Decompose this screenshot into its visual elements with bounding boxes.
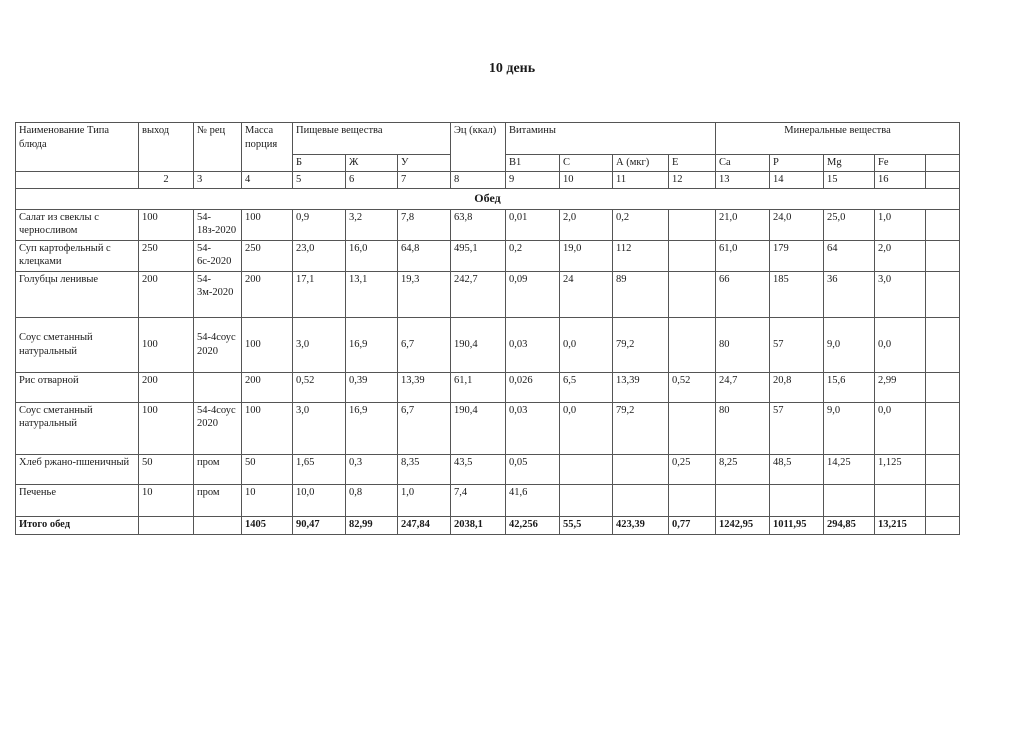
dish-energy: 61,1 — [451, 372, 506, 402]
dish-ca: 80 — [716, 402, 770, 454]
table-row — [16, 317, 960, 372]
page-title: 10 день — [488, 61, 536, 76]
dish-output: 200 — [139, 271, 194, 317]
dish-p: 20,8 — [770, 372, 824, 402]
empty-cell — [926, 484, 960, 516]
dish-mass: 50 — [242, 454, 293, 484]
header-fe: Fe — [875, 155, 926, 172]
dish-b1: 0,01 — [506, 209, 560, 240]
dish-fat: 3,2 — [346, 209, 398, 240]
dish-output: 100 — [139, 209, 194, 240]
dish-protein: 23,0 — [293, 240, 346, 271]
column-numbers-row — [16, 172, 960, 189]
dish-p: 57 — [770, 317, 824, 372]
dish-e — [669, 317, 716, 372]
dish-fe: 2,99 — [875, 372, 926, 402]
total-mg: 294,85 — [824, 516, 875, 534]
dish-name: Салат из свеклы с черносливом — [16, 209, 139, 240]
header-mg: Mg — [824, 155, 875, 172]
dish-energy: 43,5 — [451, 454, 506, 484]
dish-name: Хлеб ржано-пшеничный — [16, 454, 139, 484]
dish-c: 24 — [560, 271, 613, 317]
table-row — [16, 402, 960, 454]
dish-carbs: 6,7 — [398, 317, 451, 372]
dish-ca: 8,25 — [716, 454, 770, 484]
empty-cell — [139, 516, 194, 534]
table-row — [16, 240, 960, 271]
dish-a — [613, 454, 669, 484]
dish-ca: 80 — [716, 317, 770, 372]
dish-b1: 0,03 — [506, 317, 560, 372]
dish-recipe — [194, 372, 242, 402]
dish-fe: 1,125 — [875, 454, 926, 484]
dish-fe: 1,0 — [875, 209, 926, 240]
dish-p — [770, 484, 824, 516]
dish-a: 79,2 — [613, 317, 669, 372]
dish-e — [669, 484, 716, 516]
col-number: 13 — [716, 172, 770, 189]
dish-name: Соус сметанный натуральный — [16, 402, 139, 454]
dish-c: 2,0 — [560, 209, 613, 240]
dish-fe — [875, 484, 926, 516]
dish-a: 112 — [613, 240, 669, 271]
col-number: 3 — [194, 172, 242, 189]
dish-e: 0,52 — [669, 372, 716, 402]
dish-energy: 190,4 — [451, 402, 506, 454]
dish-fat: 0,39 — [346, 372, 398, 402]
dish-fat: 16,9 — [346, 402, 398, 454]
dish-mg: 9,0 — [824, 317, 875, 372]
dish-b1: 0,05 — [506, 454, 560, 484]
header-energy: Эц (ккал) — [451, 123, 506, 172]
dish-a — [613, 484, 669, 516]
dish-c: 0,0 — [560, 402, 613, 454]
dish-fat: 16,0 — [346, 240, 398, 271]
empty-cell — [194, 516, 242, 534]
dish-c — [560, 454, 613, 484]
dish-b1: 0,09 — [506, 271, 560, 317]
dish-mg: 64 — [824, 240, 875, 271]
dish-ca: 66 — [716, 271, 770, 317]
dish-mass: 100 — [242, 317, 293, 372]
total-fat: 82,99 — [346, 516, 398, 534]
dish-e — [669, 402, 716, 454]
total-ca: 1242,95 — [716, 516, 770, 534]
header-e: Е — [669, 155, 716, 172]
total-b1: 42,256 — [506, 516, 560, 534]
dish-mass: 10 — [242, 484, 293, 516]
dish-b1: 41,6 — [506, 484, 560, 516]
dish-b1: 0,026 — [506, 372, 560, 402]
table-row — [16, 454, 960, 484]
table-row — [16, 484, 960, 516]
dish-p: 57 — [770, 402, 824, 454]
dish-fat: 16,9 — [346, 317, 398, 372]
dish-carbs: 1,0 — [398, 484, 451, 516]
dish-a: 0,2 — [613, 209, 669, 240]
dish-protein: 17,1 — [293, 271, 346, 317]
total-energy: 2038,1 — [451, 516, 506, 534]
empty-cell — [926, 240, 960, 271]
dish-protein: 10,0 — [293, 484, 346, 516]
dish-p: 48,5 — [770, 454, 824, 484]
dish-mg: 9,0 — [824, 402, 875, 454]
dish-p: 179 — [770, 240, 824, 271]
header-mass: Масса порция — [242, 123, 293, 172]
dish-name: Голубцы ленивые — [16, 271, 139, 317]
header-b1: В1 — [506, 155, 560, 172]
total-e: 0,77 — [669, 516, 716, 534]
dish-mass: 200 — [242, 271, 293, 317]
dish-carbs: 6,7 — [398, 402, 451, 454]
empty-cell — [926, 155, 960, 172]
dish-output: 250 — [139, 240, 194, 271]
section-title: Обед — [16, 188, 960, 209]
dish-c: 6,5 — [560, 372, 613, 402]
dish-carbs: 19,3 — [398, 271, 451, 317]
col-number: 10 — [560, 172, 613, 189]
empty-cell — [926, 172, 960, 189]
header-minerals: Минеральные вещества — [716, 123, 960, 155]
dish-name: Суп картофельный с клецками — [16, 240, 139, 271]
dish-fat: 13,1 — [346, 271, 398, 317]
dish-output: 100 — [139, 317, 194, 372]
header-recipe: № рец — [194, 123, 242, 172]
dish-output: 10 — [139, 484, 194, 516]
col-number: 9 — [506, 172, 560, 189]
dish-mg — [824, 484, 875, 516]
dish-e: 0,25 — [669, 454, 716, 484]
col-number: 4 — [242, 172, 293, 189]
header-p: Р — [770, 155, 824, 172]
header-fat: Ж — [346, 155, 398, 172]
header-ca: Са — [716, 155, 770, 172]
dish-energy: 242,7 — [451, 271, 506, 317]
col-number: 8 — [451, 172, 506, 189]
total-mass: 1405 — [242, 516, 293, 534]
section-row — [16, 188, 960, 209]
dish-ca — [716, 484, 770, 516]
dish-protein: 0,52 — [293, 372, 346, 402]
dish-fe: 0,0 — [875, 402, 926, 454]
dish-mass: 200 — [242, 372, 293, 402]
dish-ca: 24,7 — [716, 372, 770, 402]
empty-cell — [926, 317, 960, 372]
dish-protein: 3,0 — [293, 317, 346, 372]
total-carbs: 247,84 — [398, 516, 451, 534]
col-number: 2 — [139, 172, 194, 189]
header-output: выход — [139, 123, 194, 172]
total-c: 55,5 — [560, 516, 613, 534]
dish-mg: 25,0 — [824, 209, 875, 240]
dish-recipe: 54-6с-2020 — [194, 240, 242, 271]
col-number: 7 — [398, 172, 451, 189]
table-row — [16, 271, 960, 317]
dish-ca: 21,0 — [716, 209, 770, 240]
table-row — [16, 372, 960, 402]
dish-name: Соус сметанный натуральный — [16, 317, 139, 372]
dish-energy: 63,8 — [451, 209, 506, 240]
empty-cell — [926, 209, 960, 240]
dish-energy: 190,4 — [451, 317, 506, 372]
empty-cell — [926, 271, 960, 317]
dish-protein: 1,65 — [293, 454, 346, 484]
dish-c: 0,0 — [560, 317, 613, 372]
dish-energy: 7,4 — [451, 484, 506, 516]
dish-recipe: пром — [194, 454, 242, 484]
dish-e — [669, 209, 716, 240]
dish-c: 19,0 — [560, 240, 613, 271]
dish-fat: 0,8 — [346, 484, 398, 516]
dish-name: Печенье — [16, 484, 139, 516]
dish-mass: 100 — [242, 402, 293, 454]
dish-fe: 0,0 — [875, 317, 926, 372]
header-a: А (мкг) — [613, 155, 669, 172]
col-number: 12 — [669, 172, 716, 189]
dish-a: 13,39 — [613, 372, 669, 402]
dish-mg: 15,6 — [824, 372, 875, 402]
dish-recipe: 54-18з-2020 — [194, 209, 242, 240]
total-row — [16, 516, 960, 534]
col-number: 14 — [770, 172, 824, 189]
dish-protein: 3,0 — [293, 402, 346, 454]
dish-fat: 0,3 — [346, 454, 398, 484]
dish-mg: 14,25 — [824, 454, 875, 484]
dish-mass: 250 — [242, 240, 293, 271]
empty-cell — [926, 402, 960, 454]
dish-recipe: 54-4соус 2020 — [194, 317, 242, 372]
dish-b1: 0,03 — [506, 402, 560, 454]
dish-a: 89 — [613, 271, 669, 317]
table-row — [16, 209, 960, 240]
header-carbs: У — [398, 155, 451, 172]
dish-carbs: 64,8 — [398, 240, 451, 271]
dish-carbs: 7,8 — [398, 209, 451, 240]
dish-protein: 0,9 — [293, 209, 346, 240]
dish-recipe: 54-3м-2020 — [194, 271, 242, 317]
dish-e — [669, 271, 716, 317]
header-protein: Б — [293, 155, 346, 172]
dish-e — [669, 240, 716, 271]
dish-energy: 495,1 — [451, 240, 506, 271]
empty-cell — [926, 454, 960, 484]
col-number: 6 — [346, 172, 398, 189]
header-nutrients: Пищевые вещества — [293, 123, 451, 155]
dish-c — [560, 484, 613, 516]
dish-mg: 36 — [824, 271, 875, 317]
dish-ca: 61,0 — [716, 240, 770, 271]
header-name: Наименование Типа блюда — [16, 123, 139, 172]
nutrition-table — [15, 122, 960, 535]
dish-recipe: пром — [194, 484, 242, 516]
col-number: 16 — [875, 172, 926, 189]
dish-p: 185 — [770, 271, 824, 317]
header-c: С — [560, 155, 613, 172]
total-label: Итого обед — [16, 516, 139, 534]
dish-fe: 3,0 — [875, 271, 926, 317]
total-a: 423,39 — [613, 516, 669, 534]
empty-cell — [926, 516, 960, 534]
total-fe: 13,215 — [875, 516, 926, 534]
header-row — [16, 123, 960, 155]
header-vitamins: Витамины — [506, 123, 716, 155]
col-number: 11 — [613, 172, 669, 189]
dish-fe: 2,0 — [875, 240, 926, 271]
dish-p: 24,0 — [770, 209, 824, 240]
dish-mass: 100 — [242, 209, 293, 240]
total-p: 1011,95 — [770, 516, 824, 534]
empty-cell — [926, 372, 960, 402]
empty-cell — [16, 172, 139, 189]
dish-carbs: 8,35 — [398, 454, 451, 484]
col-number: 5 — [293, 172, 346, 189]
dish-b1: 0,2 — [506, 240, 560, 271]
total-protein: 90,47 — [293, 516, 346, 534]
dish-a: 79,2 — [613, 402, 669, 454]
dish-name: Рис отварной — [16, 372, 139, 402]
dish-recipe: 54-4соус 2020 — [194, 402, 242, 454]
dish-carbs: 13,39 — [398, 372, 451, 402]
dish-output: 50 — [139, 454, 194, 484]
col-number: 15 — [824, 172, 875, 189]
dish-output: 200 — [139, 372, 194, 402]
dish-output: 100 — [139, 402, 194, 454]
